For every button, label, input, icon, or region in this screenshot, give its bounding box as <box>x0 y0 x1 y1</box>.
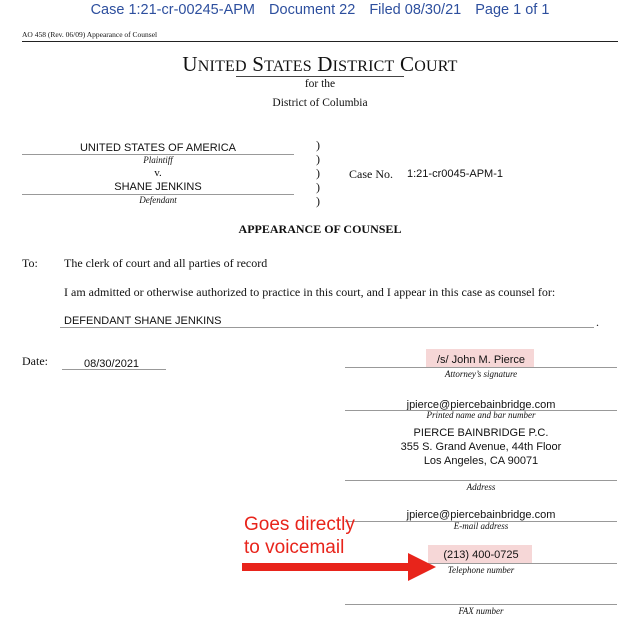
for-the: for the <box>304 78 336 90</box>
signature-value: /s/ John M. Pierce <box>436 354 526 366</box>
annotation-text-line-1: Goes directly <box>244 514 355 535</box>
email-label: E-mail address <box>453 521 509 531</box>
versus: v. <box>154 167 162 179</box>
email-value: jpierce@piercebainbridge.com <box>406 509 556 521</box>
header-filed-date: Filed 08/30/21 <box>369 2 462 18</box>
to-label: To: <box>22 256 38 270</box>
address-label: Address <box>466 482 496 492</box>
defendant-name: SHANE JENKINS <box>114 181 202 193</box>
date-value: 08/30/2021 <box>84 358 140 370</box>
title-underline <box>236 76 404 77</box>
form-id-rule <box>22 41 618 42</box>
plaintiff-name: UNITED STATES OF AMERICA <box>79 142 237 154</box>
defendant-label: Defendant <box>139 195 177 205</box>
printed-name-label: Printed name and bar number <box>426 410 536 420</box>
plaintiff-label: Plaintiff <box>143 155 173 165</box>
telephone-value: (213) 400-0725 <box>443 549 519 561</box>
header-document: Document 22 <box>269 2 356 18</box>
printed-name-value: jpierce@piercebainbridge.com <box>406 399 556 411</box>
case-no-value: 1:21-cr0045-APM-1 <box>407 168 503 180</box>
ecf-header <box>0 2 640 18</box>
counsel-for-line <box>60 327 594 328</box>
telephone-label: Telephone number <box>447 565 515 575</box>
caption-paren: ) <box>316 180 320 194</box>
fax-label: FAX number <box>458 606 504 616</box>
caption-paren: ) <box>316 194 320 208</box>
address-line-1: PIERCE BAINBRIDGE P.C. <box>413 427 549 439</box>
to-recipients: The clerk of court and all parties of record <box>64 256 268 270</box>
address-line-3: Los Angeles, CA 90071 <box>423 455 539 467</box>
caption-paren: ) <box>316 152 320 166</box>
signature-line <box>345 367 617 368</box>
caption-paren: ) <box>316 166 320 180</box>
annotation-arrow-icon <box>240 550 440 584</box>
district-name: District of Columbia <box>272 97 368 109</box>
signature-label: Attorney’s signature <box>444 369 518 379</box>
date-line <box>62 369 166 370</box>
caption-paren: ) <box>316 138 320 152</box>
counsel-statement: I am admitted or otherwise authorized to practice in this court, and I appear in this case as counsel for: <box>64 285 556 299</box>
court-title: UNITED STATES DISTRICT COURT <box>182 52 458 76</box>
address-line <box>345 480 617 481</box>
document-title: APPEARANCE OF COUNSEL <box>238 222 402 236</box>
date-label: Date: <box>22 354 48 368</box>
header-case-number: Case 1:21-cr-00245-APM <box>90 2 255 18</box>
address-line-2: 355 S. Grand Avenue, 44th Floor <box>400 441 562 453</box>
fax-line <box>345 604 617 605</box>
header-page: Page 1 of 1 <box>475 2 550 18</box>
counsel-for-period: . <box>596 315 599 329</box>
form-identifier: AO 458 (Rev. 06/09) Appearance of Counsel <box>22 30 158 39</box>
case-no-label: Case No. <box>349 167 393 181</box>
annotation-text-line-2: to voicemail <box>244 537 345 558</box>
counsel-for-value: DEFENDANT SHANE JENKINS <box>64 315 222 327</box>
